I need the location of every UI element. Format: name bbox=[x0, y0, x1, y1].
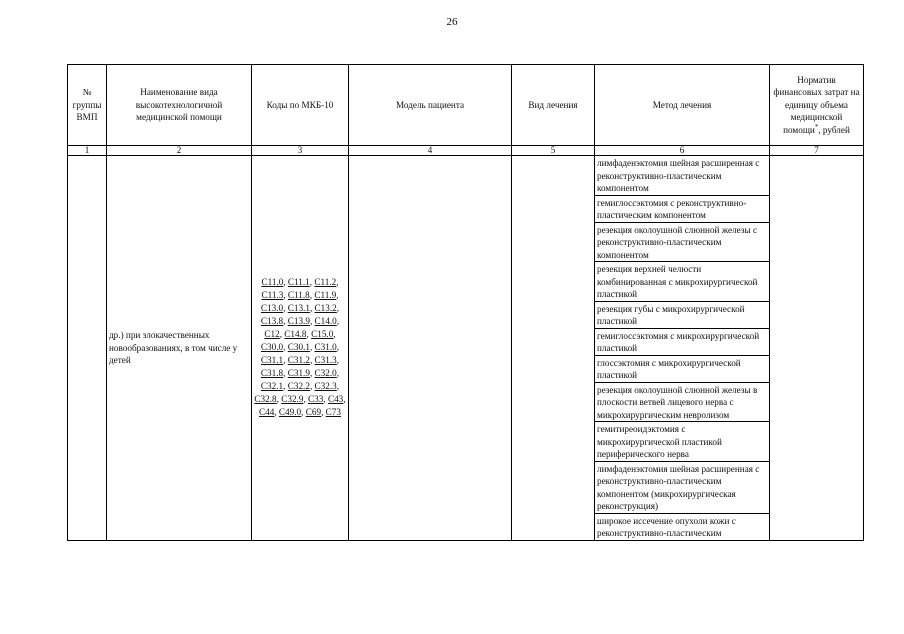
treatment-methods-cell bbox=[595, 156, 770, 541]
page-number: 26 bbox=[446, 16, 458, 28]
table-row bbox=[68, 156, 864, 541]
cost-norm-cell bbox=[770, 156, 864, 541]
icd10-code: C11.9 bbox=[314, 290, 337, 301]
icd10-code: C31.2 bbox=[287, 355, 310, 366]
column-number: 2 bbox=[107, 146, 252, 156]
treatment-method-item: гемитиреоидэктомия с микрохирургической пластикой периферического нерва bbox=[595, 422, 769, 462]
header-treatment-type: Вид лечения bbox=[512, 65, 595, 146]
icd10-code: C31.0 bbox=[314, 342, 337, 353]
header-patient-model: Модель пациента bbox=[349, 65, 512, 146]
treatment-method-item: лимфаденэктомия шейная расширенная с реконструктивно-пластическим компонентом (микрохирургическая реконструкция) bbox=[595, 462, 769, 514]
icd10-code: C14.0 bbox=[314, 316, 337, 327]
icd10-code: C11.8 bbox=[287, 290, 310, 301]
icd10-code: C32.9 bbox=[281, 394, 304, 405]
column-number: 7 bbox=[770, 146, 864, 156]
treatment-type-cell bbox=[512, 156, 595, 541]
icd10-code: C32.0 bbox=[314, 368, 337, 379]
header-row bbox=[68, 65, 864, 146]
treatment-method-item: резекция губы с микрохирургической пластикой bbox=[595, 302, 769, 329]
header-group-number: № группы ВМП bbox=[68, 65, 107, 146]
header-treatment-method: Метод лечения bbox=[595, 65, 770, 146]
icd10-code: C44 bbox=[259, 407, 275, 418]
icd10-code: C11.3 bbox=[261, 290, 284, 301]
column-number: 3 bbox=[252, 146, 349, 156]
header-icd10-codes: Коды по МКБ-10 bbox=[252, 65, 349, 146]
icd10-code: C11.1 bbox=[287, 277, 310, 288]
icd10-code: C14.8 bbox=[284, 329, 307, 340]
icd10-code: C69 bbox=[305, 407, 322, 418]
icd10-code: C13.8 bbox=[260, 316, 284, 327]
icd10-code: C32.8 bbox=[254, 394, 277, 405]
icd10-code: C13.1 bbox=[287, 303, 310, 314]
treatment-method-item: глоссэктомия с микрохирургической пластикой bbox=[595, 356, 769, 383]
header-cost-norm: Норматив финансовых затрат на единицу объема медицинской помощи*, рублей bbox=[770, 65, 864, 146]
icd10-code: C32.1 bbox=[260, 381, 284, 392]
treatment-method-item: широкое иссечение опухоли кожи с реконструктивно-пластическим bbox=[597, 515, 736, 538]
treatment-method-item: резекция околоушной слюнной железы с реконструктивно-пластическим компонентом bbox=[595, 223, 769, 263]
icd10-code: C15.0 bbox=[311, 329, 334, 340]
icd10-code: C30.0 bbox=[260, 342, 284, 353]
treatment-method-item: резекция верхней челюсти комбинированная с микрохирургической пластикой bbox=[595, 262, 769, 302]
column-number: 5 bbox=[512, 146, 595, 156]
icd10-code: C32.3 bbox=[314, 381, 337, 392]
column-number-row bbox=[68, 146, 864, 156]
column-number: 6 bbox=[595, 146, 770, 156]
icd10-code: C31.3 bbox=[314, 355, 337, 366]
icd10-code: C43 bbox=[327, 394, 344, 405]
icd10-code: C11.0 bbox=[261, 277, 284, 288]
column-number: 4 bbox=[349, 146, 512, 156]
column-number: 1 bbox=[68, 146, 107, 156]
vmp-table bbox=[67, 64, 864, 541]
icd10-code: C73 bbox=[325, 407, 341, 418]
icd10-code: C11.2 bbox=[314, 277, 337, 288]
icd10-code: C31.9 bbox=[287, 368, 310, 379]
icd10-code: C31.8 bbox=[260, 368, 284, 379]
icd10-code: C13.0 bbox=[260, 303, 284, 314]
treatment-method-item: резекция околоушной слюнной железы в плоскости ветвей лицевого нерва с микрохирургическим невролизом bbox=[595, 383, 769, 423]
icd10-code: C12 bbox=[264, 329, 280, 340]
icd10-code: C33 bbox=[308, 394, 324, 405]
icd10-code: C13.9 bbox=[287, 316, 310, 327]
treatment-method-item: лимфаденэктомия шейная расширенная с реконструктивно-пластическим компонентом bbox=[595, 156, 769, 196]
group-number-cell bbox=[68, 156, 107, 541]
icd10-code: C30.1 bbox=[287, 342, 310, 353]
header-care-type-name: Наименование вида высокотехнологичной медицинской помощи bbox=[107, 65, 252, 146]
icd10-codes-cell: C11.0, C11.1, C11.2, C11.3, C11.8, C11.9, C13.0, C13.1, C13.2, C13.8, C13.9, C14.0, C12, C14.8, C15.0, C30.0, C30.1, C31.0, C31.1, C31.2, C31.3, C31.8, C31.9, C32.0, C32.1, C32.2, C32.3, C32.8, C32.9, C33, C43, C44, C49.0, C69, C73 bbox=[252, 156, 349, 541]
treatment-method-item: гемиглоссэктомия с микрохирургической пластикой bbox=[595, 329, 769, 356]
icd10-code: C32.2 bbox=[287, 381, 310, 392]
icd10-code: C49.0 bbox=[278, 407, 302, 418]
icd10-code: C13.2 bbox=[314, 303, 337, 314]
patient-model-cell bbox=[349, 156, 512, 541]
treatment-method-item: гемиглоссэктомия с реконструктивно-пластическим компонентом bbox=[595, 196, 769, 223]
icd10-code: C31.1 bbox=[260, 355, 284, 366]
care-type-name-cell: др.) при злокачественных новообразованиях, в том числе у детей bbox=[107, 156, 252, 541]
